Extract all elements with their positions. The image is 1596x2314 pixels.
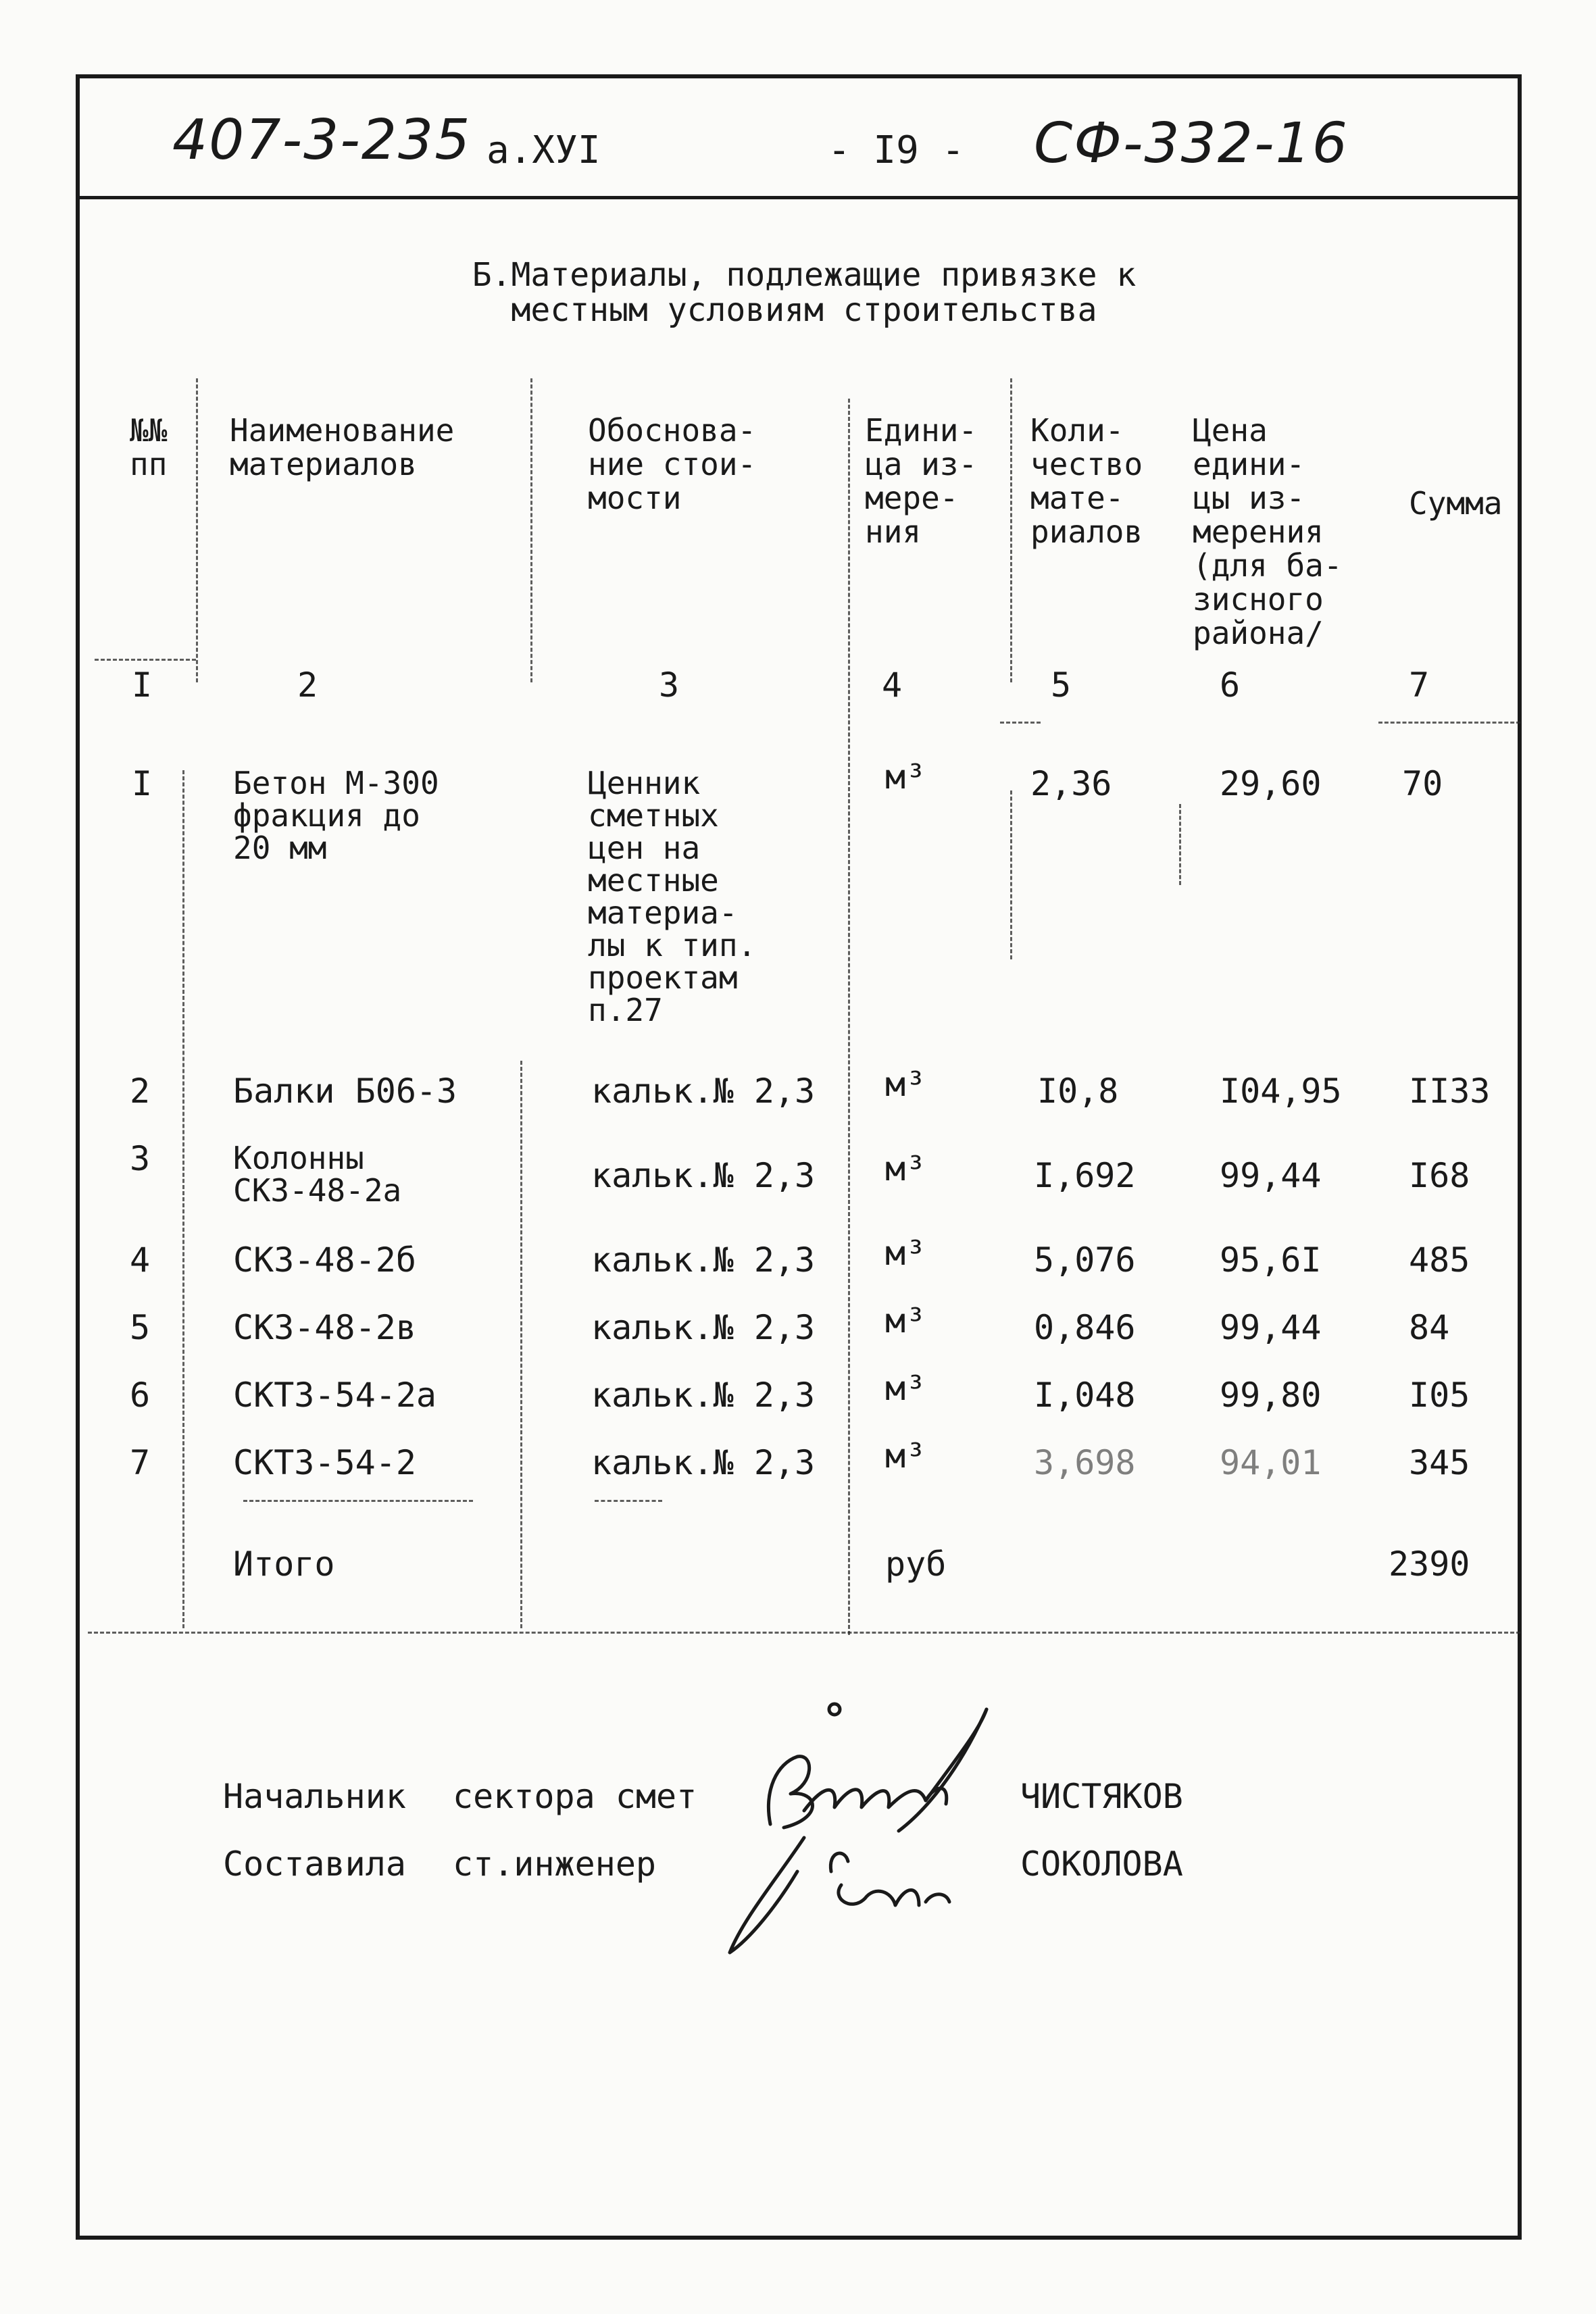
row-5-basis: кальк.№ 2,3 bbox=[591, 1308, 816, 1347]
col-num-3: 3 bbox=[659, 665, 680, 705]
row-3-number: 3 bbox=[130, 1139, 151, 1178]
row-5-number: 5 bbox=[130, 1308, 151, 1347]
row-2-sum: II33 bbox=[1409, 1072, 1491, 1111]
row-5-name: СК3-48-2в bbox=[233, 1308, 416, 1347]
row-6-unit: м³ bbox=[885, 1369, 926, 1408]
row-1-qty: 2,36 bbox=[1030, 764, 1112, 803]
section-title-line1: Б.Материалы, подлежащие привязке к bbox=[472, 256, 1137, 294]
doc-code: 407-3-235 bbox=[172, 108, 472, 172]
grid-line bbox=[1010, 790, 1012, 959]
row-1-sum: 70 bbox=[1402, 764, 1443, 803]
signer-1-role: Начальник bbox=[223, 1777, 406, 1816]
row-3-price: 99,44 bbox=[1220, 1156, 1322, 1195]
row-4-basis: кальк.№ 2,3 bbox=[591, 1240, 816, 1280]
row-3-basis: кальк.№ 2,3 bbox=[591, 1156, 816, 1195]
total-label: Итого bbox=[233, 1544, 335, 1584]
row-7-name: СКТ3-54-2 bbox=[233, 1443, 416, 1482]
row-7-number: 7 bbox=[130, 1443, 151, 1482]
row-1-unit: м³ bbox=[885, 757, 926, 797]
col-header-5: Коли- чество мате- риалов bbox=[1030, 412, 1143, 550]
row-6-qty: I,048 bbox=[1034, 1376, 1136, 1415]
total-sum: 2390 bbox=[1389, 1544, 1470, 1584]
grid-line bbox=[595, 1500, 662, 1502]
row-2-price: I04,95 bbox=[1220, 1072, 1342, 1111]
signer-1-position: сектора смет bbox=[453, 1777, 697, 1816]
page-number: - I9 - bbox=[828, 128, 965, 172]
col-num-4: 4 bbox=[882, 665, 903, 705]
grid-line bbox=[530, 378, 532, 682]
grid-line bbox=[1179, 804, 1181, 885]
grid-line bbox=[182, 770, 184, 1628]
col-header-6: Цена едини- цы из- мерения (для ба- зисного района/ bbox=[1193, 412, 1343, 651]
col-num-6: 6 bbox=[1220, 665, 1241, 705]
row-2-unit: м³ bbox=[885, 1065, 926, 1104]
row-5-unit: м³ bbox=[885, 1301, 926, 1340]
row-2-basis: кальк.№ 2,3 bbox=[591, 1072, 816, 1111]
grid-line bbox=[520, 1061, 522, 1628]
grid-line bbox=[196, 378, 198, 682]
grid-line bbox=[1000, 722, 1041, 724]
total-unit: руб bbox=[885, 1544, 947, 1584]
grid-line bbox=[848, 399, 850, 1635]
col-num-7: 7 bbox=[1409, 665, 1430, 705]
col-header-7: Сумма bbox=[1409, 485, 1503, 522]
sheet-code: СФ-332-16 bbox=[1034, 111, 1349, 176]
table-bottom-line bbox=[88, 1632, 1520, 1634]
row-6-price: 99,80 bbox=[1220, 1376, 1322, 1415]
col-num-1: I bbox=[132, 665, 153, 705]
col-num-2: 2 bbox=[297, 665, 318, 705]
col-header-4: Едини- ца из- мере- ния bbox=[865, 412, 978, 550]
row-2-qty: I0,8 bbox=[1037, 1072, 1119, 1111]
row-3-sum: I68 bbox=[1409, 1156, 1470, 1195]
row-1-price: 29,60 bbox=[1220, 764, 1322, 803]
col-header-1: №№ пп bbox=[130, 412, 168, 482]
row-1-basis: Ценник сметных цен на местные материа- лы к тип. проектам п.27 bbox=[588, 765, 757, 1028]
row-4-qty: 5,076 bbox=[1034, 1240, 1136, 1280]
signer-1-name: ЧИСТЯКОВ bbox=[1020, 1777, 1183, 1816]
row-5-price: 99,44 bbox=[1220, 1308, 1322, 1347]
row-7-qty: 3,698 bbox=[1034, 1443, 1136, 1482]
header-divider bbox=[76, 196, 1522, 199]
signer-2-position: ст.инженер bbox=[453, 1844, 657, 1884]
row-7-unit: м³ bbox=[885, 1436, 926, 1476]
row-4-price: 95,6I bbox=[1220, 1240, 1322, 1280]
grid-line bbox=[1010, 378, 1012, 682]
row-7-sum: 345 bbox=[1409, 1443, 1470, 1482]
row-4-name: СК3-48-2б bbox=[233, 1240, 416, 1280]
album-label: а.ХУI bbox=[487, 128, 601, 172]
row-3-unit: м³ bbox=[885, 1149, 926, 1188]
row-2-name: Балки Б06-3 bbox=[233, 1072, 457, 1111]
grid-line bbox=[95, 659, 196, 661]
row-6-number: 6 bbox=[130, 1376, 151, 1415]
row-2-number: 2 bbox=[130, 1072, 151, 1111]
row-1-number: I bbox=[132, 764, 153, 803]
row-6-sum: I05 bbox=[1409, 1376, 1470, 1415]
col-header-3: Обоснова- ние стои- мости bbox=[588, 412, 757, 516]
row-4-number: 4 bbox=[130, 1240, 151, 1280]
row-3-qty: I,692 bbox=[1034, 1156, 1136, 1195]
row-7-basis: кальк.№ 2,3 bbox=[591, 1443, 816, 1482]
section-title-line2: местным условиям строительства bbox=[511, 291, 1097, 329]
row-5-sum: 84 bbox=[1409, 1308, 1450, 1347]
row-5-qty: 0,846 bbox=[1034, 1308, 1136, 1347]
row-7-price: 94,01 bbox=[1220, 1443, 1322, 1482]
handwritten-signatures bbox=[696, 1682, 1034, 1966]
row-4-sum: 485 bbox=[1409, 1240, 1470, 1280]
row-3-name: Колонны СК3-48-2а bbox=[233, 1140, 402, 1209]
row-1-name: Бетон М-300 фракция до 20 мм bbox=[233, 765, 439, 866]
col-num-5: 5 bbox=[1051, 665, 1072, 705]
col-header-2: Наименование материалов bbox=[230, 412, 455, 482]
grid-line bbox=[243, 1500, 473, 1502]
row-6-name: СКТ3-54-2а bbox=[233, 1376, 437, 1415]
row-6-basis: кальк.№ 2,3 bbox=[591, 1376, 816, 1415]
row-4-unit: м³ bbox=[885, 1234, 926, 1273]
signer-2-role: Составила bbox=[223, 1844, 406, 1884]
signer-2-name: СОКОЛОВА bbox=[1020, 1844, 1183, 1884]
grid-line bbox=[1378, 722, 1520, 724]
